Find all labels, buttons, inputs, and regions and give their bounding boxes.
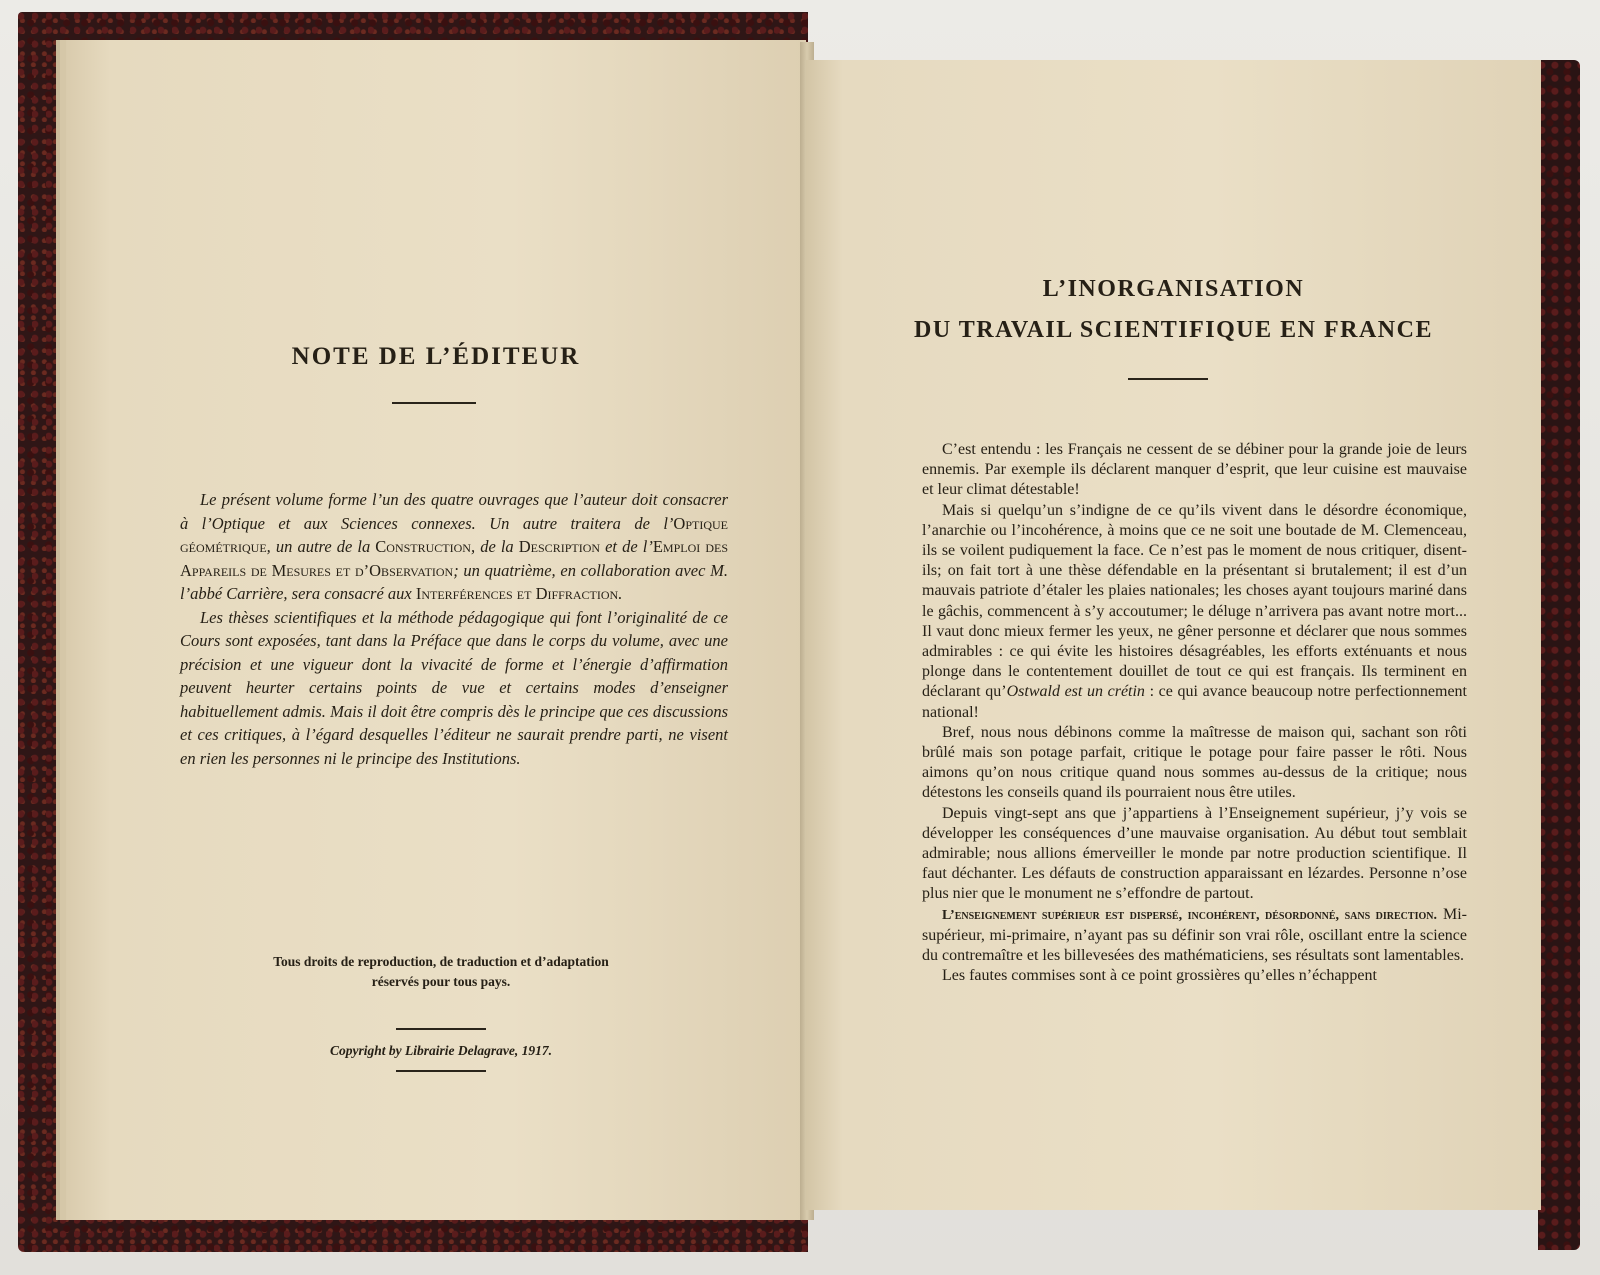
- open-book: [18, 12, 1586, 1252]
- editor-note: [180, 488, 728, 770]
- essay-paragraph-5: [922, 905, 1467, 967]
- rights-line-1: Tous droits de reproduction, de traduction et d’adaptation: [273, 954, 609, 969]
- essay-paragraph-6: Les fautes commises sont à ce point grossières qu’elles n’échappent: [942, 967, 1377, 985]
- title-rule: [392, 402, 476, 404]
- note-paragraph-1: [180, 488, 728, 606]
- note-text: ; un quatrième, en collaboration avec M. l’abbé Carrière, sera consacré aux: [180, 560, 728, 603]
- right-page: [806, 60, 1541, 1210]
- title-rule: [1128, 378, 1208, 380]
- note-small-caps: Optique géométrique: [180, 513, 728, 556]
- rights-line-2: réservés pour tous pays.: [371, 974, 511, 989]
- essay-text: [922, 440, 1467, 986]
- essay-paragraph-2: [922, 501, 1467, 723]
- note-text: .: [618, 584, 623, 603]
- note-small-caps: Construction: [375, 537, 471, 556]
- rights-notice: [216, 952, 666, 992]
- essay-text-run: Mais si quelqu’un s’indigne de ce qu’ils vivent dans le désordre économique, l’anarchie ou l’incohérence, à moins que ce ne soit une boutade de M. Clemenceau, ils se voilent pudiquement la face. Ce n’est pas le moment de nous critiquer, disent-ils; on fait tort à une thèse défendable en la présentant si brutalement; il est d’un mauvais patriote d’étaler les plaies nationales; les choses ayant toujours mariné dans le gâchis, commencent à s’y accoutumer; le déluge n’arrivera pas avant notre mort... Il vaut donc mieux fermer les yeux, ne gêner personne et déclarer que nous sommes admirables : ce qui évite les histoires désagréables, les efforts exténuants et nous plonge dans le contentement douillet de tout ce qui est français. Ils terminent en déclarant qu’: [922, 501, 1467, 701]
- essay-small-caps-run: L’enseignement supérieur est dispersé, incohérent, désordonné, sans direction.: [942, 907, 1437, 923]
- essay-text-run: Mi-supérieur, mi-primaire, n’ayant pas su définir son vrai rôle, oscillant entre la science du contremaître et les billevesées des mathématiciens, ses résultats sont lamentables.: [922, 905, 1467, 965]
- essay-paragraph-4: Depuis vingt-sept ans que j’appartiens à l’Enseignement supérieur, j’y vois se développer les conséquences d’une mauvaise organisation. Au début tout semblait admirable; nous allions émerveiller le monde par notre production scientifique. Il faut déchanter. Les défauts de construction apparaissant en lézardes. Personne n’ose plus nier que le monument ne s’effondre de partout.: [922, 804, 1467, 903]
- note-text: , un autre de la: [266, 537, 376, 556]
- left-page-title: NOTE DE L’ÉDITEUR: [291, 343, 581, 370]
- essay-text-run: : ce qui avance beaucoup notre perfectionnement national!: [922, 683, 1468, 721]
- essay-paragraph-3: Bref, nous nous débinons comme la maîtresse de maison qui, sachant son rôti brûlé mais son potage parfait, critique le potage pour faire passer le rôti. Nous aimons qu’on nous critique quand nous sommes au-dessus de la critique; nous détestons les conseils quand ils pourraient nous être utiles.: [922, 723, 1467, 802]
- note-small-caps: Interférences et Diffraction: [415, 584, 619, 603]
- note-small-caps: Emploi des Appareils de Mesures et d’Observation: [180, 537, 728, 580]
- right-page-title-line-1: L’INORGANISATION: [1042, 276, 1305, 302]
- book-cover-right: [1538, 60, 1580, 1250]
- note-text: , de la: [470, 537, 519, 556]
- note-paragraph-2: Les thèses scientifiques et la méthode pédagogique qui font l’originalité de ce Cours sont exposées, tant dans la Préface que dans le corps du volume, avec une précision et une vigueur dont la vivacité de forme et l’énergie d’affirmation peuvent heurter certains points de vue et certains modes d’enseigner habituellement admis. Mais il doit être compris dès le principe que ces discussions et ces critiques, à l’égard desquelles l’éditeur ne saurait prendre parti, ne visent en rien les personnes ni le principe des Institutions.: [180, 607, 728, 768]
- essay-italic-run: Ostwald est un crétin: [1006, 683, 1145, 701]
- note-text: et de l’: [600, 537, 653, 556]
- left-page: [66, 40, 806, 1220]
- copyright-line: Copyright by Librairie Delagrave, 1917.: [330, 1043, 552, 1058]
- note-small-caps: Description: [518, 537, 601, 556]
- right-page-title-line-2: DU TRAVAIL SCIENTIFIQUE EN FRANCE: [914, 317, 1433, 343]
- essay-paragraph-1: C’est entendu : les Français ne cessent de se débiner pour la grande joie de leurs ennemis. Par exemple ils déclarent manquer d’esprit, que leur cuisine est mauvaise et leur climat détestable!: [922, 441, 1467, 499]
- copyright-rule-top: [396, 1028, 486, 1030]
- copyright-rule-bottom: [396, 1070, 486, 1072]
- note-text: Le présent volume forme l’un des quatre ouvrages que l’auteur doit consacrer à l’Optique et aux Sciences connexes. Un autre traitera de l’: [180, 490, 728, 533]
